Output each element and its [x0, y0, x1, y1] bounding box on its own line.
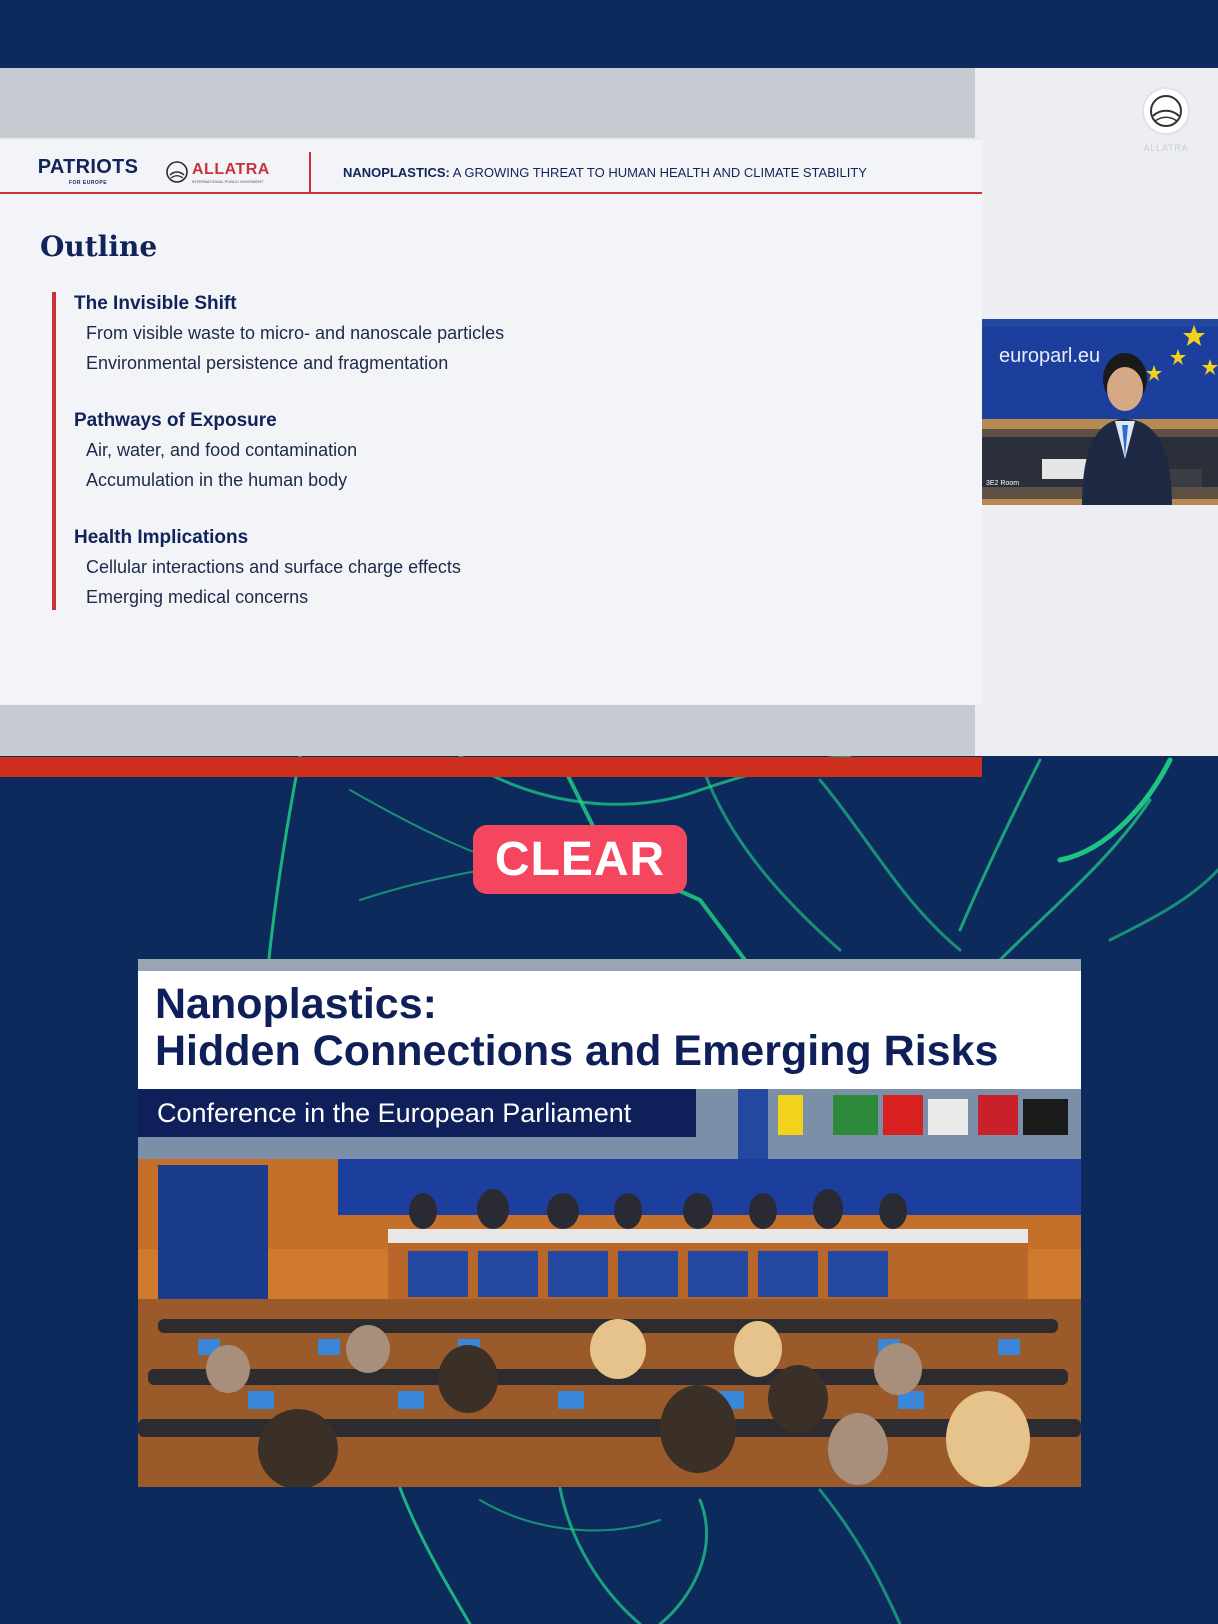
banner-subtitle: Conference in the European Parliament [157, 1098, 632, 1128]
section-item: Air, water, and food contamination [86, 440, 358, 460]
section-item: Environmental persistence and fragmentation [86, 353, 449, 373]
header-divider [309, 152, 311, 192]
slide-header [0, 152, 982, 194]
presentation-slide [0, 138, 982, 705]
speaker-camera-feed [982, 319, 1218, 505]
outline-section [74, 524, 461, 612]
banner-title-line1: Nanoplastics: [155, 980, 437, 1028]
slide-header-title-rest: A GROWING THREAT TO HUMAN HEALTH AND CLIMATE STABILITY [452, 165, 867, 180]
allatra-corner-text: ALLATRA [1143, 143, 1189, 153]
allatra-corner-logo [1140, 86, 1192, 156]
conference-banner [138, 959, 1081, 1487]
allatra-emblem-icon [166, 159, 188, 185]
allatra-emblem-icon [1140, 86, 1192, 136]
allatra-logo-text: ALLATRA [192, 161, 270, 178]
top-band [0, 0, 1218, 68]
camera-backdrop-text: europarl.eu [999, 345, 1101, 367]
slide-header-title-bold: NANOPLASTICS: [343, 165, 450, 180]
allatra-logo [166, 159, 286, 189]
patriots-logo [34, 156, 142, 186]
banner-title [155, 981, 998, 1075]
patriots-logo-subtext: FOR EUROPE [68, 180, 108, 186]
patriots-logo-text: PATRIOTS [37, 156, 139, 178]
outline-section [74, 407, 357, 495]
banner-subtitle-box [138, 1089, 696, 1137]
allatra-logo-subtext: INTERNATIONAL PUBLIC MOVEMENT [192, 179, 264, 184]
slide-footer-bar [0, 757, 982, 777]
section-item: Cellular interactions and surface charge effects [86, 557, 461, 577]
outline-section [74, 290, 504, 378]
section-title: Pathways of Exposure [74, 410, 277, 431]
banner-title-line2: Hidden Connections and Emerging Risks [155, 1027, 999, 1075]
section-title: The Invisible Shift [74, 293, 237, 314]
slide-header-title [343, 165, 867, 180]
section-item: Accumulation in the human body [86, 470, 348, 490]
stream-bottom-strip [0, 705, 975, 756]
outline-accent-bar [52, 292, 56, 610]
camera-room-label: 3E2 Room [986, 480, 1020, 487]
section-title: Health Implications [74, 527, 249, 548]
stream-top-strip [0, 68, 975, 138]
section-item: From visible waste to micro- and nanoscale particles [86, 323, 505, 343]
section-item: Emerging medical concerns [86, 587, 309, 607]
outline-title: Outline [40, 230, 158, 263]
banner-title-box [138, 971, 1081, 1089]
clear-badge: CLEAR [473, 825, 687, 894]
